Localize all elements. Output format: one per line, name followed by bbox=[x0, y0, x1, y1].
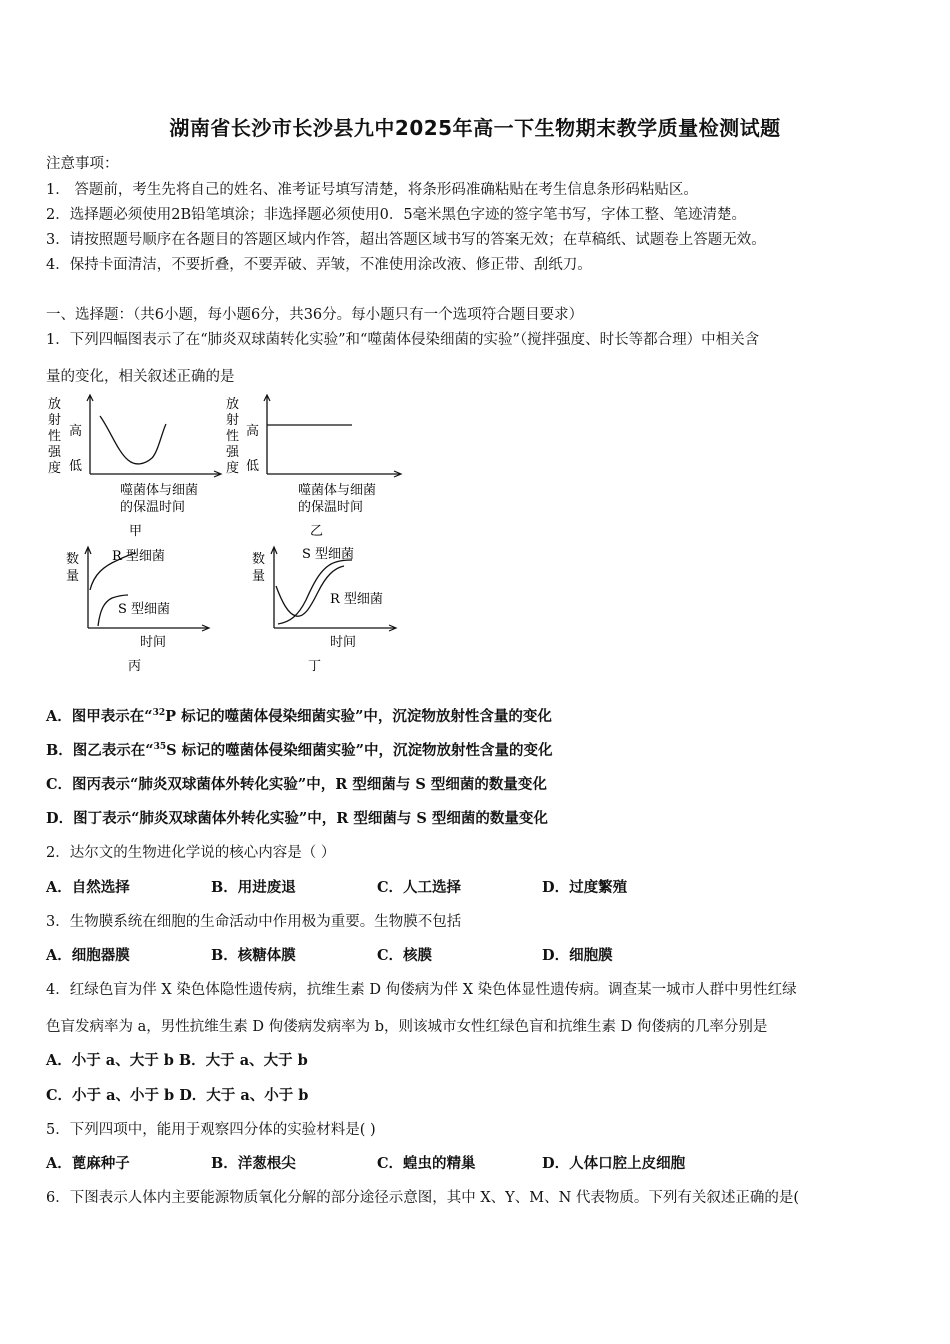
q1-figure bbox=[40, 390, 410, 680]
q5-stem: 5．下列四项中，能用于观察四分体的实验材料是( ) bbox=[46, 1122, 376, 1138]
jia-xlabel-2: 的保温时间 bbox=[120, 500, 186, 515]
q1-stem-line1: 1．下列四幅图表示了在“肺炎双球菌转化实验”和“噬菌体侵染细菌的实验”（搅拌强度、时长等都合理）中相关含 bbox=[46, 332, 760, 348]
q5-option-a: A．蓖麻种子 bbox=[46, 1155, 130, 1172]
notice-item-3: 3．请按照题号顺序在各题目的答题区域内作答，超出答题区域书写的答案无效；在草稿纸、试题卷上答题无效。 bbox=[46, 232, 766, 248]
q4-options-row1: A．小于 a、大于 b B．大于 a、大于 b bbox=[46, 1052, 308, 1069]
bing-s-label: S 型细菌 bbox=[118, 602, 171, 617]
yi-ylabel-2: 射 bbox=[226, 413, 240, 428]
q1-option-d: D．图丁表示“肺炎双球菌体外转化实验”中，R 型细菌与 S 型细菌的数量变化 bbox=[46, 810, 548, 827]
q6-stem: 6．下图表示人体内主要能源物质氧化分解的部分途径示意图，其中 X、Y、M、N 代表物质。下列有关叙述正确的是( bbox=[46, 1190, 800, 1206]
yi-ylabel-4: 强 bbox=[226, 445, 240, 460]
ding-ylabel-1: 数 bbox=[252, 552, 266, 567]
q4-options-row2: C．小于 a、小于 b D．大于 a、小于 b bbox=[46, 1087, 309, 1104]
graph-jia bbox=[48, 395, 221, 539]
ding-s-label: S 型细菌 bbox=[302, 547, 355, 562]
q2-options bbox=[46, 876, 627, 897]
section-heading: 一、选择题：（共6小题，每小题6分，共36分。每小题只有一个选项符合题目要求） bbox=[46, 307, 584, 323]
ding-ylabel-2: 量 bbox=[252, 569, 266, 584]
yi-ylabel-1: 放 bbox=[226, 397, 240, 412]
notice-item-4: 4．保持卡面清洁，不要折叠，不要弄破、弄皱，不准使用涂改液、修正带、刮纸刀。 bbox=[46, 257, 592, 273]
bing-caption: 丙 bbox=[128, 659, 142, 674]
jia-caption: 甲 bbox=[129, 524, 143, 539]
q4-stem-line1: 4．红绿色盲为伴 X 染色体隐性遗传病，抗维生素 D 佝偻病为伴 X 染色体显性遗传病。调查某一城市人群中男性红绿 bbox=[46, 982, 797, 998]
q3-options bbox=[46, 944, 613, 965]
bing-xlabel: 时间 bbox=[140, 635, 167, 650]
ding-r-label: R 型细菌 bbox=[330, 592, 383, 607]
bing-ylabel-1: 数 bbox=[66, 552, 80, 567]
yi-caption: 乙 bbox=[310, 524, 324, 539]
q2-option-c: C．人工选择 bbox=[377, 879, 462, 896]
yi-low: 低 bbox=[246, 459, 260, 474]
notice-item-2: 2．选择题必须使用2B铅笔填涂；非选择题必须使用0．5毫米黑色字迹的签字笔书写，字体工整、笔迹清楚。 bbox=[46, 207, 747, 223]
q3-option-b: B．核糖体膜 bbox=[211, 947, 296, 964]
jia-ylabel-5: 度 bbox=[48, 461, 62, 476]
q1-option-b: B．图乙表示在“$^{35}$S 标记的噬菌体侵染细菌实验”中，沉淀物放射性含量的变化 bbox=[46, 742, 553, 759]
q3-option-c: C．核膜 bbox=[377, 947, 433, 964]
q5-options bbox=[46, 1152, 685, 1173]
q2-option-a: A．自然选择 bbox=[46, 879, 130, 896]
notice-item-1: 1． 答题前，考生先将自己的姓名、准考证号填写清楚，将条形码准确粘贴在考生信息条形码粘贴区。 bbox=[46, 182, 698, 198]
jia-xlabel-1: 噬菌体与细菌 bbox=[120, 483, 199, 498]
ding-xlabel: 时间 bbox=[330, 635, 357, 650]
q3-option-d: D．细胞膜 bbox=[542, 947, 613, 964]
q2-stem: 2．达尔文的生物进化学说的核心内容是（ ） bbox=[46, 845, 336, 861]
q4-stem-line2: 色盲发病率为 a，男性抗维生素 D 佝偻病发病率为 b，则该城市女性红绿色盲和抗维生素 D 佝偻病的几率分别是 bbox=[46, 1019, 768, 1035]
graph-ding bbox=[252, 546, 396, 674]
ding-caption: 丁 bbox=[308, 659, 322, 674]
jia-high: 高 bbox=[69, 424, 83, 439]
q3-option-a: A．细胞器膜 bbox=[46, 947, 130, 964]
q3-stem: 3．生物膜系统在细胞的生命活动中作用极为重要。生物膜不包括 bbox=[46, 914, 462, 930]
jia-ylabel-4: 强 bbox=[48, 445, 62, 460]
q5-option-d: D．人体口腔上皮细胞 bbox=[542, 1155, 686, 1172]
q1-option-a: A．图甲表示在“$^{32}$P 标记的噬菌体侵染细菌实验”中，沉淀物放射性含量的变化 bbox=[46, 708, 552, 725]
yi-high: 高 bbox=[246, 424, 260, 439]
bing-r-label: R 型细菌 bbox=[112, 549, 165, 564]
q5-option-b: B．洋葱根尖 bbox=[211, 1155, 296, 1172]
page-title: 湖南省长沙市长沙县九中2025年高一下生物期末教学质量检测试题 bbox=[169, 116, 781, 140]
q1-option-c: C．图丙表示“肺炎双球菌体外转化实验”中，R 型细菌与 S 型细菌的数量变化 bbox=[46, 776, 547, 793]
yi-ylabel-5: 度 bbox=[226, 461, 240, 476]
q2-option-b: B．用进废退 bbox=[211, 879, 296, 896]
yi-xlabel-2: 的保温时间 bbox=[298, 500, 364, 515]
q1-stem-line2: 量的变化，相关叙述正确的是 bbox=[46, 369, 235, 385]
jia-ylabel-3: 性 bbox=[48, 429, 62, 444]
jia-ylabel-1: 放 bbox=[48, 397, 62, 412]
jia-low: 低 bbox=[69, 459, 83, 474]
jia-ylabel-2: 射 bbox=[48, 413, 62, 428]
jia-curve bbox=[100, 416, 166, 464]
notice-heading: 注意事项： bbox=[46, 156, 119, 172]
graph-yi bbox=[226, 395, 401, 539]
graph-bing bbox=[66, 547, 209, 674]
yi-ylabel-3: 性 bbox=[226, 429, 240, 444]
bing-ylabel-2: 量 bbox=[66, 569, 80, 584]
yi-xlabel-1: 噬菌体与细菌 bbox=[298, 483, 377, 498]
q5-option-c: C．蝗虫的精巢 bbox=[377, 1155, 476, 1172]
q2-option-d: D．过度繁殖 bbox=[542, 879, 628, 896]
